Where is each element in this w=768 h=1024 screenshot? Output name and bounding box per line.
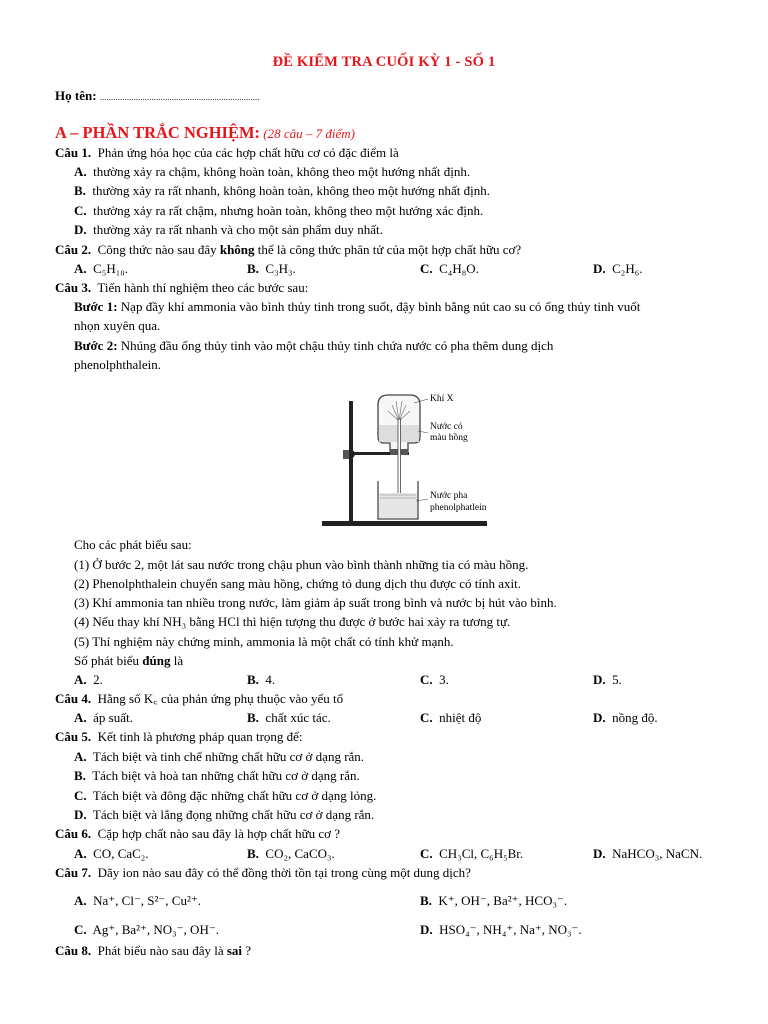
question-2 [55,242,521,258]
clamp-screw [343,450,349,459]
q4-option-b [247,710,331,726]
option-text: thường xảy ra rất chậm, nhưng hoàn toàn, không theo một hướng xác định. [93,203,484,218]
question-1 [55,145,399,161]
section-a-title: A – PHẦN TRẮC NGHIỆM: [55,123,261,142]
option-key: A. [74,672,87,687]
option-text: CO₂, CaCO₃. [265,846,335,861]
option-text: 5. [612,672,622,687]
option-text: C₃H₃. [265,261,296,276]
q1-option-c [74,203,483,219]
option-text: NaHCO₃, NaCN. [612,846,703,861]
option-key: A. [74,710,87,725]
option-key: D. [593,672,606,687]
question-text-end: thể là công thức phân tử của một hợp chất hữu cơ? [257,242,522,257]
option-text: Tách biệt và lắng đọng những chất hữu cơ ở dạng rắn. [92,807,375,822]
question-number: Câu 6. [55,826,92,841]
stand-base [322,521,487,526]
question-number: Câu 7. [55,865,92,880]
option-key: A. [74,164,87,179]
option-key: C. [420,846,433,861]
option-text: CH₃Cl, C₆H₅Br. [439,846,524,861]
student-name-line [55,88,260,105]
option-text: C₄H₈O. [439,261,479,276]
q3-option-b [247,672,275,688]
question-number: Câu 2. [55,242,92,257]
option-key: B. [247,672,259,687]
label-water-2: phenolphatlein [430,503,487,513]
option-text: C₂H₆. [612,261,643,276]
q3-step-1 [74,299,640,315]
q6-option-c [420,846,523,862]
option-key: A. [74,261,87,276]
question-text: Tiến hành thí nghiệm theo các bước sau: [97,280,309,295]
question-4 [55,691,343,707]
label-water-1: Nước pha [430,491,468,501]
question-6 [55,826,340,842]
question-text: Phát biểu nào sau đây là [97,943,224,958]
option-text: Na⁺, Cl⁻, S²⁻, Cu²⁺. [93,893,201,908]
option-key: D. [74,807,87,822]
option-key: A. [74,893,87,908]
option-key: D. [593,261,606,276]
option-key: B. [247,710,259,725]
q5-option-d [74,807,374,823]
option-text: Tách biệt và tinh chế những chất hữu cơ ở dạng rắn. [92,749,365,764]
option-key: C. [74,922,87,937]
q4-option-d [593,710,658,726]
option-text: CO, CaC₂. [93,846,149,861]
question-5 [55,729,303,745]
question-text: Cặp hợp chất nào sau đây là hợp chất hữu cơ ? [97,826,341,841]
label-pink-water-1: Nước có [430,422,463,432]
option-key: C. [420,261,433,276]
label-gas-x: Khí X [430,394,454,404]
q3-option-d [593,672,622,688]
option-text: chất xúc tác. [265,710,331,725]
option-key: C. [74,788,87,803]
q3-statement-3: (3) Khí ammonia tan nhiều trong nước, làm giảm áp suất trong bình và nước bị hút vào bình. [74,595,557,610]
q7-option-b [420,893,567,909]
question-text: Công thức nào sau đây [97,242,217,257]
q3-statement-2: (2) Phenolphthalein chuyển sang màu hồng, chứng tỏ dung dịch thu được có tính axit. [74,576,521,591]
question-text: Số phát biểu [74,653,139,668]
q3-statement-5: (5) Thí nghiệm này chứng minh, ammonia là một chất có tính khử mạnh. [74,634,454,649]
option-text: nhiệt độ [439,710,482,725]
option-text: Tách biệt và đông đặc những chất hữu cơ ở dạng lỏng. [92,788,377,803]
option-key: B. [74,768,86,783]
q2-option-c [420,261,479,277]
q3-step-1-cont: nhọn xuyên qua. [74,318,161,333]
option-text: C₅H₁₀. [93,261,129,276]
option-text: thường xảy ra chậm, không hoàn toàn, không theo một hướng nhất định. [93,164,471,179]
q5-option-b [74,768,360,784]
question-text-end: là [173,653,184,668]
option-key: D. [593,846,606,861]
option-text: 4. [265,672,276,687]
option-text: HSO₄⁻, NH₄⁺, Na⁺, NO₃⁻. [439,922,582,937]
q3-statement-4: (4) Nếu thay khí NH₃ bằng HCl thì hiện tượng thu được ở bước hai xảy ra tương tự. [74,614,511,629]
question-emphasis: sai [226,943,243,958]
option-text: Tách biệt và hoà tan những chất hữu cơ ở dạng rắn. [92,768,360,783]
question-3 [55,280,308,296]
option-text: 3. [439,672,449,687]
q7-option-c [74,922,219,938]
question-number: Câu 5. [55,729,92,744]
section-a-note: (28 câu – 7 điểm) [263,126,355,141]
exam-title: ĐỀ KIỂM TRA CUỐI KỲ 1 - SỐ 1 [272,54,496,70]
step-label: Bước 2: [74,338,118,353]
option-key: B. [420,893,432,908]
name-dots: ....................................................................... [99,92,260,102]
option-key: B. [247,261,259,276]
option-key: D. [593,710,606,725]
option-text: thường xảy ra rất nhanh, không hoàn toàn, không theo một hướng nhất định. [92,183,490,198]
option-text: 2. [93,672,103,687]
question-number: Câu 1. [55,145,92,160]
q1-option-a [74,164,470,180]
option-key: B. [74,183,86,198]
option-text: áp suất. [93,710,133,725]
question-7 [55,865,471,881]
q3-step-2-cont: phenolphthalein. [74,357,162,372]
question-number: Câu 4. [55,691,92,706]
section-a-heading [55,125,355,142]
q6-option-b [247,846,335,862]
option-text: nồng độ. [612,710,658,725]
option-key: C. [420,672,433,687]
step-text: Nhúng đầu ống thủy tinh vào một chậu thủy tinh chứa nước có pha thêm dung dịch [120,338,554,353]
q3-statement-1: (1) Ở bước 2, một lát sau nước trong chậu phun vào bình thành những tia có màu hồng. [74,557,529,572]
option-key: D. [74,222,87,237]
question-text: Phản ứng hóa học của các hợp chất hữu cơ có đặc điểm là [97,145,399,160]
stand-rod [349,401,353,521]
q3-option-a [74,672,103,688]
q7-option-d [420,922,582,938]
option-key: C. [74,203,87,218]
step-text: Nạp đầy khí ammonia vào bình thủy tinh trong suốt, đậy bình bằng nút cao su có ống thủy tinh vuốt [120,299,641,314]
option-key: A. [74,846,87,861]
q6-option-d [593,846,702,862]
q3-intro: Cho các phát biểu sau: [74,537,192,552]
q2-option-a [74,261,128,277]
q3-step-2 [74,338,553,354]
question-text: Dãy ion nào sau đây có thể đồng thời tồn tại trong cùng một dung dịch? [97,865,471,880]
question-emphasis: đúng [142,653,171,668]
beaker-water [379,493,417,518]
label-pink-water-2: màu hồng [430,433,468,443]
step-label: Bước 1: [74,299,118,314]
option-key: A. [74,749,87,764]
option-text: K⁺, OH⁻, Ba²⁺, HCO₃⁻. [438,893,568,908]
ammonia-fountain-figure [318,381,518,533]
question-emphasis: không [219,242,255,257]
question-8 [55,943,251,959]
question-text: Kết tinh là phương pháp quan trọng để: [97,729,303,744]
q3-option-c [420,672,449,688]
option-text: thường xảy ra rất nhanh và cho một sản phẩm duy nhất. [93,222,383,237]
q2-option-b [247,261,296,277]
q6-option-a [74,846,149,862]
q4-option-c [420,710,481,726]
q1-option-d [74,222,383,238]
option-key: D. [420,922,433,937]
question-number: Câu 3. [55,280,92,295]
question-text: Hằng số K꜀ của phản ứng phụ thuộc vào yếu tố [97,691,344,706]
q5-option-a [74,749,364,765]
option-key: C. [420,710,433,725]
q4-option-a [74,710,133,726]
question-number: Câu 8. [55,943,92,958]
q5-option-c [74,788,376,804]
option-text: Ag⁺, Ba²⁺, NO₃⁻, OH⁻. [92,922,219,937]
q7-option-a [74,893,201,909]
name-label: Họ tên: [55,88,97,103]
q2-option-d [593,261,643,277]
option-key: B. [247,846,259,861]
question-text-end: ? [245,943,252,958]
q1-option-b [74,183,490,199]
q3-count-question [74,653,183,669]
